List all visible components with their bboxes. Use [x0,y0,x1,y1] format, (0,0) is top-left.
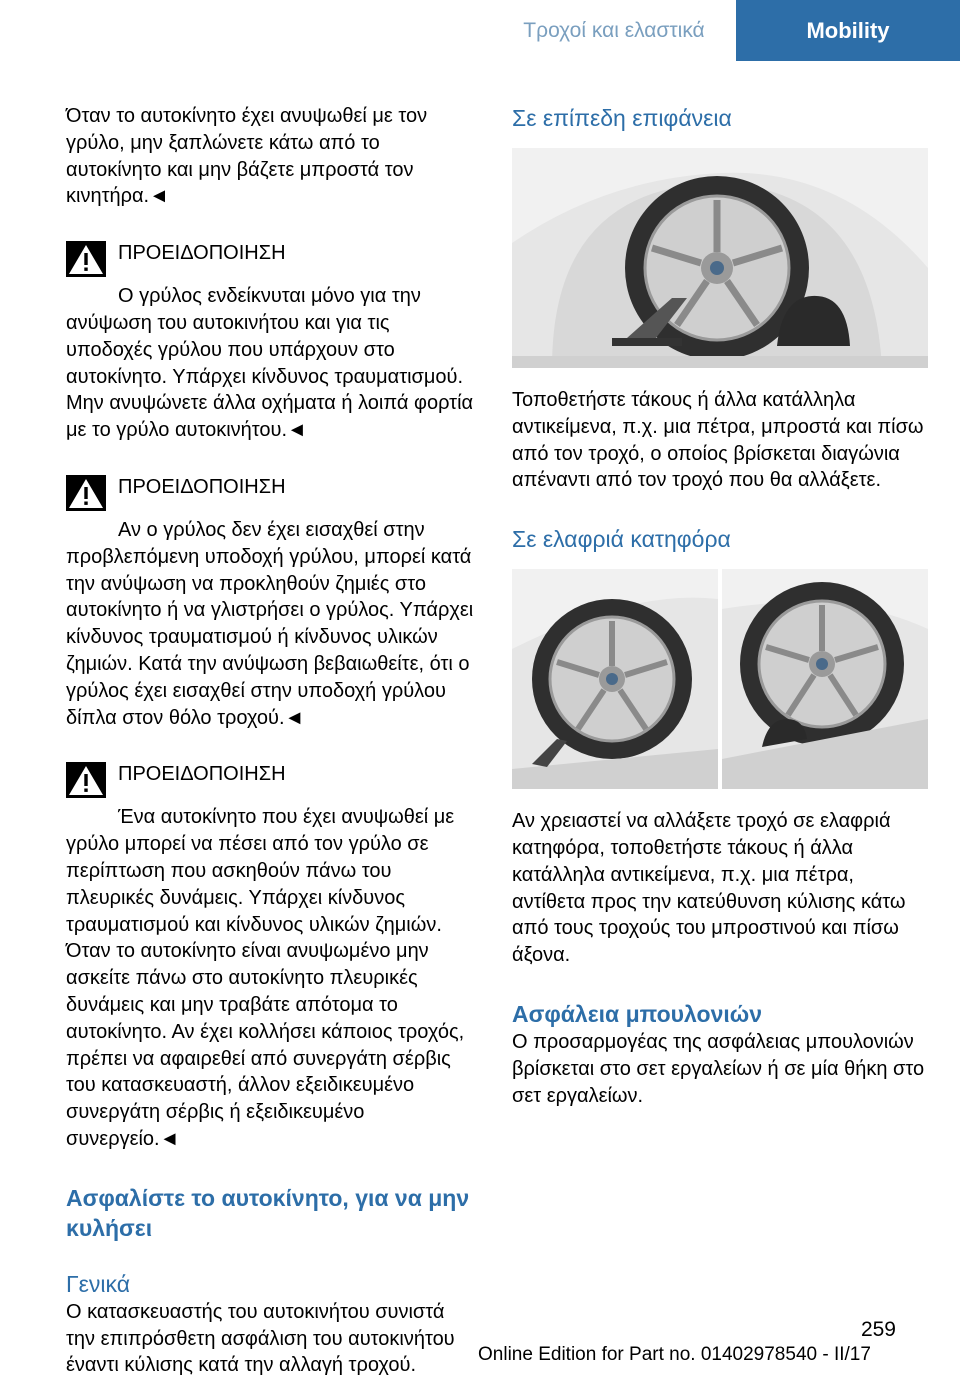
flat-surface-heading: Σε επίπεδη επιφάνεια [512,105,732,131]
page-footer [0,1318,960,1365]
wheel-lock-heading: Ασφάλεια μπουλονιών [512,1000,763,1027]
general-paragraph: Ο κατασκευαστής του αυτοκινήτου συνιστά την επιπρόσθετη ασφάλιση του αυτοκινήτου έναντι κύλισης κατά την αλλαγή τροχού. [66,1300,455,1377]
slope-paragraph: Αν χρειαστεί να αλλάξετε τροχό σε ελαφριά κατηφόρα, τοποθετήστε τάκους ή άλλα κατάλληλα αντικείμενα, π.χ. μια πέτρα, αντίθετα προς την κατεύθυνση κύλισης κάτω από τους τροχούς του μπροστινού και πίσω άξονα. [512,810,906,967]
flat-surface-illustration [512,148,928,368]
warning-text: Ένα αυτοκίνητο που έχει ανυψωθεί με γρύλο μπορεί να πέσει από τον γρύλο σε περίπτωση που ασκηθούν πάνω του πλευρικές δυνάμεις. Υπάρχει κίνδυνος τραυματισμού και κίνδυνος υλικών ζημιών. Όταν το αυτοκίνητο είναι ανυψωμένο μην ασκείτε πάνω στο αυτοκίνητο πλευρικές δυνάμεις και μην τραβάτε απότομα το αυτοκίνητο. Αν έχει κολλήσει κάποιος τροχός, πρέπει να αφαιρεθεί από συνεργάτη σέρβις του κατασκευαστή, άλλον εξειδικευμένο συνεργάτη σέρβις ή εξειδικευμένο συνεργείο.◄ [66,806,465,1150]
page-header [0,0,960,61]
wheel-chock-flat-image [512,148,928,368]
warning-triangle-icon [66,241,106,277]
edition-label: Online Edition for Part no. 01402978540 - II/17 [478,1344,871,1365]
slope-illustration [512,569,928,789]
chapter-title: Τροχοί και ελαστικά [523,18,705,42]
warning-triangle-icon [66,762,106,798]
right-column [512,103,930,1109]
wheel-chock-slope-image [512,569,928,789]
intro-paragraph: Όταν το αυτοκίνητο έχει ανυψωθεί με τον γρύλο, μην ξαπλώνετε κάτω από το αυτοκίνητο και μην βάζετε μπροστά τον κινητήρα.◄ [66,105,428,208]
warning-title: ΠΡΟΕΙΔΟΠΟΙΗΣΗ [118,475,286,498]
section-tab: Mobility [736,0,960,61]
slope-heading: Σε ελαφριά κατηφόρα [512,526,731,553]
warning-block-1 [66,240,476,444]
flat-surface-paragraph: Τοποθετήστε τάκους ή άλλα κατάλληλα αντικείμενα, π.χ. μια πέτρα, μπροστά και πίσω από τον τροχό, ο οποίος βρίσκεται διαγώνια απέναντι από τον τροχό που θα αλλάξετε. [512,389,924,492]
section-heading: Ασφαλίστε το αυτοκίνητο, για να μην κυλήσει [66,1184,470,1241]
page-number: 259 [860,1318,896,1341]
warning-text: Αν ο γρύλος δεν έχει εισαχθεί στην προβλεπόμενη υποδοχή γρύλου, μπορεί κατά την ανύψωση να προκληθούν ζημιές στο αυτοκίνητο ή να γλιστρήσει ο γρύλος. Υπάρχει κίνδυνος τραυματισμού ή κίνδυνος υλικών ζημιών. Κατά την ανύψωση βεβαιωθείτε, ότι ο γρύλος έχει εισαχθεί στην υποδοχή γρύλου δίπλα στον θόλο τροχού.◄ [66,518,474,729]
warning-title: ΠΡΟΕΙΔΟΠΟΙΗΣΗ [118,242,286,265]
wheel-lock-paragraph: Ο προσαρμογέας της ασφάλειας μπουλονιών βρίσκεται στο σετ εργαλείων ή σε μία θήκη στο σετ εργαλείων. [512,1030,925,1107]
warning-title: ΠΡΟΕΙΔΟΠΟΙΗΣΗ [118,763,286,786]
subsection-heading: Γενικά [66,1270,131,1297]
warning-text: Ο γρύλος ενδείκνυται μόνο για την ανύψωση του αυτοκινήτου και για τις υποδοχές γρύλου που υπάρχουν στο αυτοκίνητο. Υπάρχει κίνδυνος τραυματισμού. Μην ανυψώνετε άλλα οχήματα ή λοιπά φορτία με το γρύλο αυτοκινήτου.◄ [66,285,474,442]
warning-block-2 [66,474,476,731]
warning-block-3 [66,761,476,1152]
left-column [66,103,476,1379]
warning-triangle-icon [66,475,106,511]
